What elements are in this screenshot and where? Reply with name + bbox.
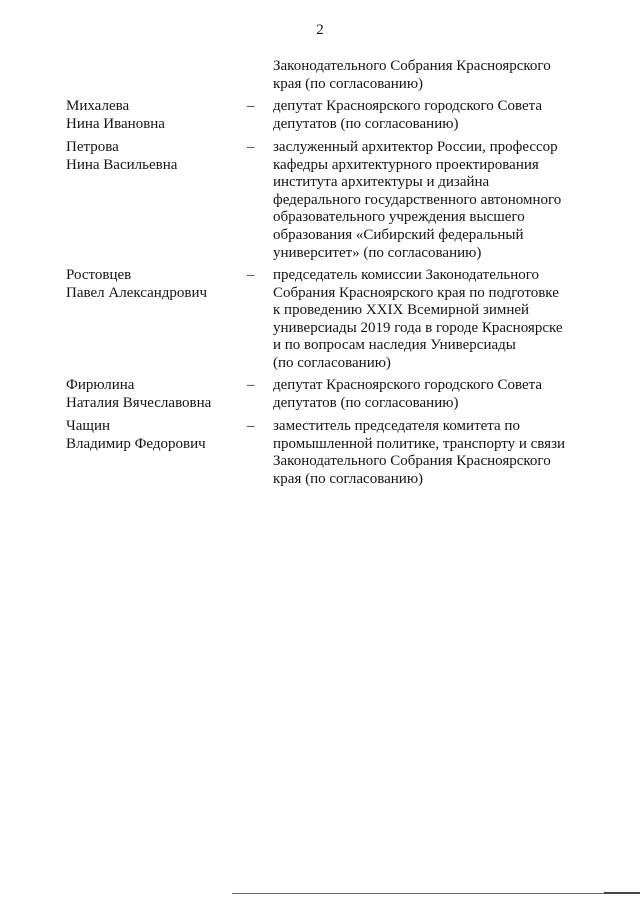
member-description [273, 98, 593, 133]
continuation-line: края (по согласованию) [273, 75, 424, 92]
description-line: Законодательного Собрания Красноярского [273, 453, 551, 470]
description-line: к проведению XXIX Всемирной зимней [273, 302, 530, 319]
description-line: института архитектуры и дизайна [273, 174, 490, 191]
member-name [66, 139, 241, 174]
description-line: кафедры архитектурного проектирования [273, 156, 539, 173]
description-line: депутатов (по согласованию) [273, 394, 459, 411]
description-line: образования «Сибирский федеральный [273, 226, 524, 243]
description-line: председатель комиссии Законодательного [273, 267, 540, 283]
description-line: депутат Красноярского городского Совета [273, 377, 543, 393]
member-surname: Петрова [66, 139, 119, 155]
description-line: федерального государственного автономного [273, 191, 562, 208]
continuation-line: Законодательного Собрания Красноярского [273, 58, 551, 74]
member-surname: Ростовцев [66, 267, 132, 283]
member-given-name: Нина Ивановна [66, 115, 165, 132]
member-surname: Михалева [66, 98, 130, 114]
member-description [273, 139, 593, 262]
scan-edge-line [232, 893, 604, 894]
dash-separator: – [247, 98, 255, 114]
page-number: 2 [316, 22, 324, 38]
description-line: депутат Красноярского городского Совета [273, 98, 543, 114]
description-line: университет» (по согласованию) [273, 244, 482, 261]
dash-separator: – [247, 139, 255, 155]
member-given-name: Владимир Федорович [66, 435, 206, 452]
member-given-name: Павел Александрович [66, 284, 208, 301]
member-surname: Фирюлина [66, 377, 135, 393]
description-line: и по вопросам наследия Универсиады [273, 337, 516, 354]
dash-separator: – [247, 418, 255, 434]
description-line: образовательного учреждения высшего [273, 209, 525, 226]
member-name [66, 98, 241, 133]
member-name [66, 267, 241, 302]
description-line: Собрания Красноярского края по подготовке [273, 284, 559, 301]
description-line: края (по согласованию) [273, 470, 424, 487]
member-given-name: Наталия Вячеславовна [66, 394, 212, 411]
description-line: (по согласованию) [273, 354, 391, 371]
description-line: депутатов (по согласованию) [273, 115, 459, 132]
description-line: заместитель председателя комитета по [273, 418, 520, 434]
member-description [273, 267, 593, 373]
description-line: заслуженный архитектор России, профессор [273, 139, 558, 155]
member-description [273, 418, 593, 488]
description-line: универсиады 2019 года в городе Красноярске [273, 319, 563, 336]
dash-separator: – [247, 267, 255, 283]
description-line: промышленной политике, транспорту и связи [273, 435, 566, 452]
scan-edge-line [604, 892, 640, 894]
member-name [66, 418, 241, 453]
member-name [66, 377, 241, 412]
member-given-name: Нина Васильевна [66, 156, 178, 173]
dash-separator: – [247, 377, 255, 393]
continuation-text [273, 58, 593, 93]
member-description [273, 377, 593, 412]
member-surname: Чащин [66, 418, 111, 434]
